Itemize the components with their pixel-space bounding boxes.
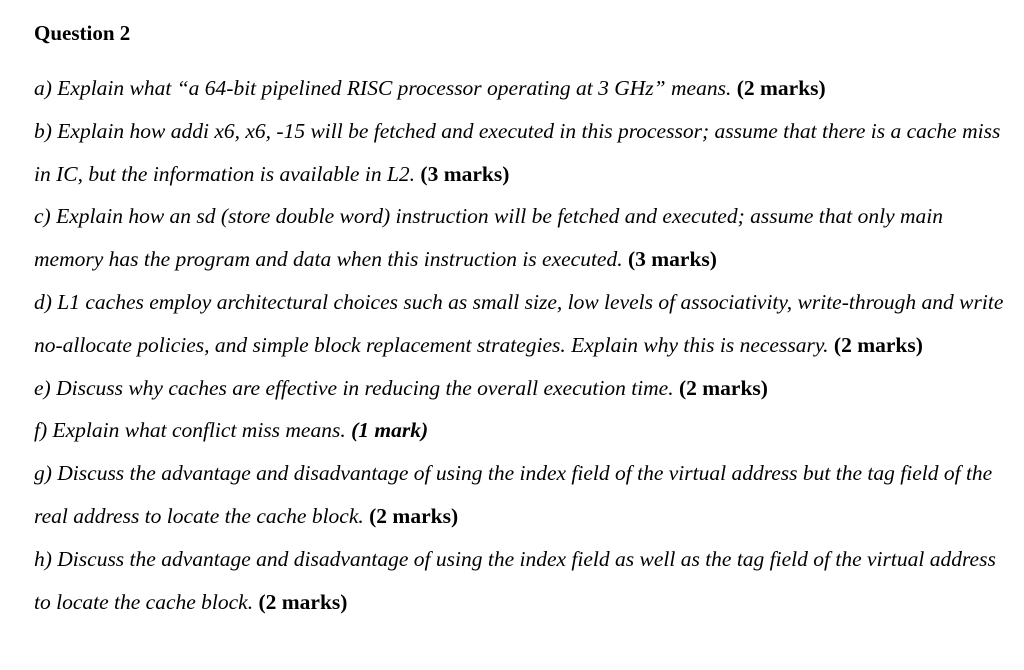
question-text: g) Discuss the advantage and disadvantage of using the index field of the virtual address but the tag field of the real address to locate the cache block. (34, 461, 993, 528)
question-marks: (2 marks) (833, 332, 923, 357)
question-marks: (2 marks) (258, 589, 348, 614)
question-marks: (3 marks) (627, 247, 717, 272)
question-d (34, 281, 1009, 367)
question-text: f) Explain what conflict miss means. (34, 418, 346, 443)
question-c (34, 195, 1009, 281)
question-marks: (3 marks) (420, 161, 510, 186)
question-list (34, 67, 1009, 623)
question-f (34, 409, 1009, 452)
question-a (34, 67, 1009, 110)
question-e (34, 367, 1009, 410)
question-marks: (2 marks) (678, 375, 768, 400)
question-h (34, 538, 1009, 624)
question-text: e) Discuss why caches are effective in reducing the overall execution time. (34, 375, 674, 400)
question-text: d) L1 caches employ architectural choices such as small size, low levels of associativity, write-through and write no-allocate policies, and simple block replacement strategies. Explain why this is necessary. (34, 289, 1004, 357)
question-text: b) Explain how addi x6, x6, -15 will be fetched and executed in this processor; assume that there is a cache miss in IC, but the information is available in L2. (34, 118, 1001, 186)
question-text: a) Explain what “a 64-bit pipelined RISC processor operating at 3 GHz” means. (34, 76, 732, 100)
question-text: c) Explain how an sd (store double word) instruction will be fetched and executed; assume that only main memory has the program and data when this instruction is executed. (34, 204, 944, 272)
question-marks: (2 marks) (369, 503, 459, 528)
question-b (34, 110, 1009, 196)
question-title: Question 2 (34, 21, 131, 45)
question-page (34, 18, 1009, 623)
question-g (34, 452, 1009, 538)
question-marks: (2 marks) (736, 76, 826, 100)
question-text: h) Discuss the advantage and disadvantage of using the index field as well as the tag field of the virtual address to locate the cache block. (34, 546, 996, 614)
question-marks: (1 mark) (351, 418, 429, 443)
